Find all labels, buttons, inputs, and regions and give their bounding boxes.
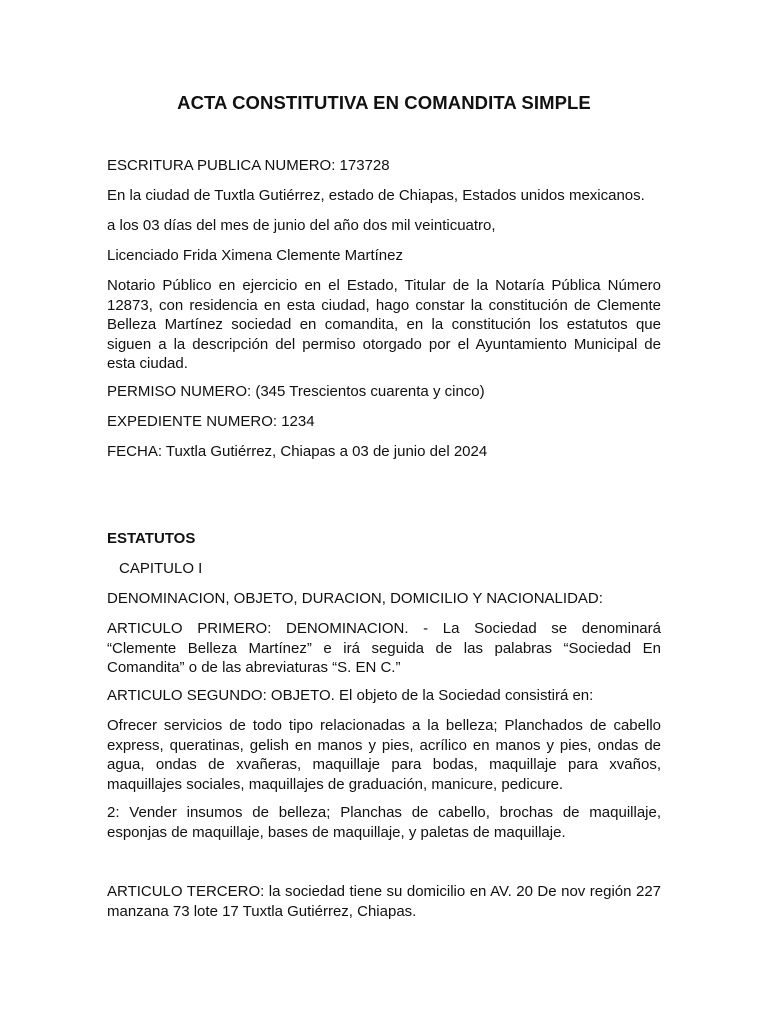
notario-paragraph: Notario Público en ejercicio en el Estado, Titular de la Notaría Pública Número 12873, con residencia en esta ciudad, hago constar la constitución de Clemente Belleza Martínez sociedad en comandita, en la constitución los estatutos que siguen a la descripción del permiso otorgado por el Ayuntamiento Municipal de esta ciudad. bbox=[107, 277, 661, 373]
articulo-segundo: ARTICULO SEGUNDO: OBJETO. El objeto de la Sociedad consistirá en: bbox=[107, 687, 594, 704]
permiso-line: PERMISO NUMERO: (345 Trescientos cuarenta y cinco) bbox=[107, 383, 485, 400]
estatutos-heading: ESTATUTOS bbox=[107, 530, 196, 547]
expediente-line: EXPEDIENTE NUMERO: 1234 bbox=[107, 413, 315, 430]
articulo-primero: ARTICULO PRIMERO: DENOMINACION. - La Sociedad se denominará “Clemente Belleza Martínez” e irá seguida de las palabras “Sociedad En Comandita” o de las abreviaturas “S. EN C.” bbox=[107, 620, 661, 677]
objeto-paragraph-2: 2: Vender insumos de belleza; Planchas de cabello, brochas de maquillaje, esponjas de maquillaje, bases de maquillaje, y paletas de maquillaje. bbox=[107, 804, 661, 841]
denominacion-heading: DENOMINACION, OBJETO, DURACION, DOMICILIO Y NACIONALIDAD: bbox=[107, 590, 603, 607]
articulo-tercero: ARTICULO TERCERO: la sociedad tiene su domicilio en AV. 20 De nov región 227 manzana 73 lote 17 Tuxtla Gutiérrez, Chiapas. bbox=[107, 883, 661, 920]
capitulo-heading: CAPITULO I bbox=[119, 560, 203, 577]
fecha-line: FECHA: Tuxtla Gutiérrez, Chiapas a 03 de junio del 2024 bbox=[107, 443, 488, 460]
escritura-number: ESCRITURA PUBLICA NUMERO: 173728 bbox=[107, 157, 390, 174]
licenciado-line: Licenciado Frida Ximena Clemente Martínez bbox=[107, 247, 403, 264]
objeto-paragraph-1: Ofrecer servicios de todo tipo relacionadas a la belleza; Planchados de cabello express, queratinas, gelish en manos y pies, acrílico en manos y pies, ondas de agua, ondas de xvañeras, maquillaje para bodas, maquillaje para xvaños, maquillajes sociales, maquillajes de graduación, manicure, pedicure. bbox=[107, 717, 661, 793]
date-text-line: a los 03 días del mes de junio del año dos mil veinticuatro, bbox=[107, 217, 496, 234]
city-line: En la ciudad de Tuxtla Gutiérrez, estado de Chiapas, Estados unidos mexicanos. bbox=[107, 187, 645, 204]
document-title: ACTA CONSTITUTIVA EN COMANDITA SIMPLE bbox=[177, 92, 591, 113]
